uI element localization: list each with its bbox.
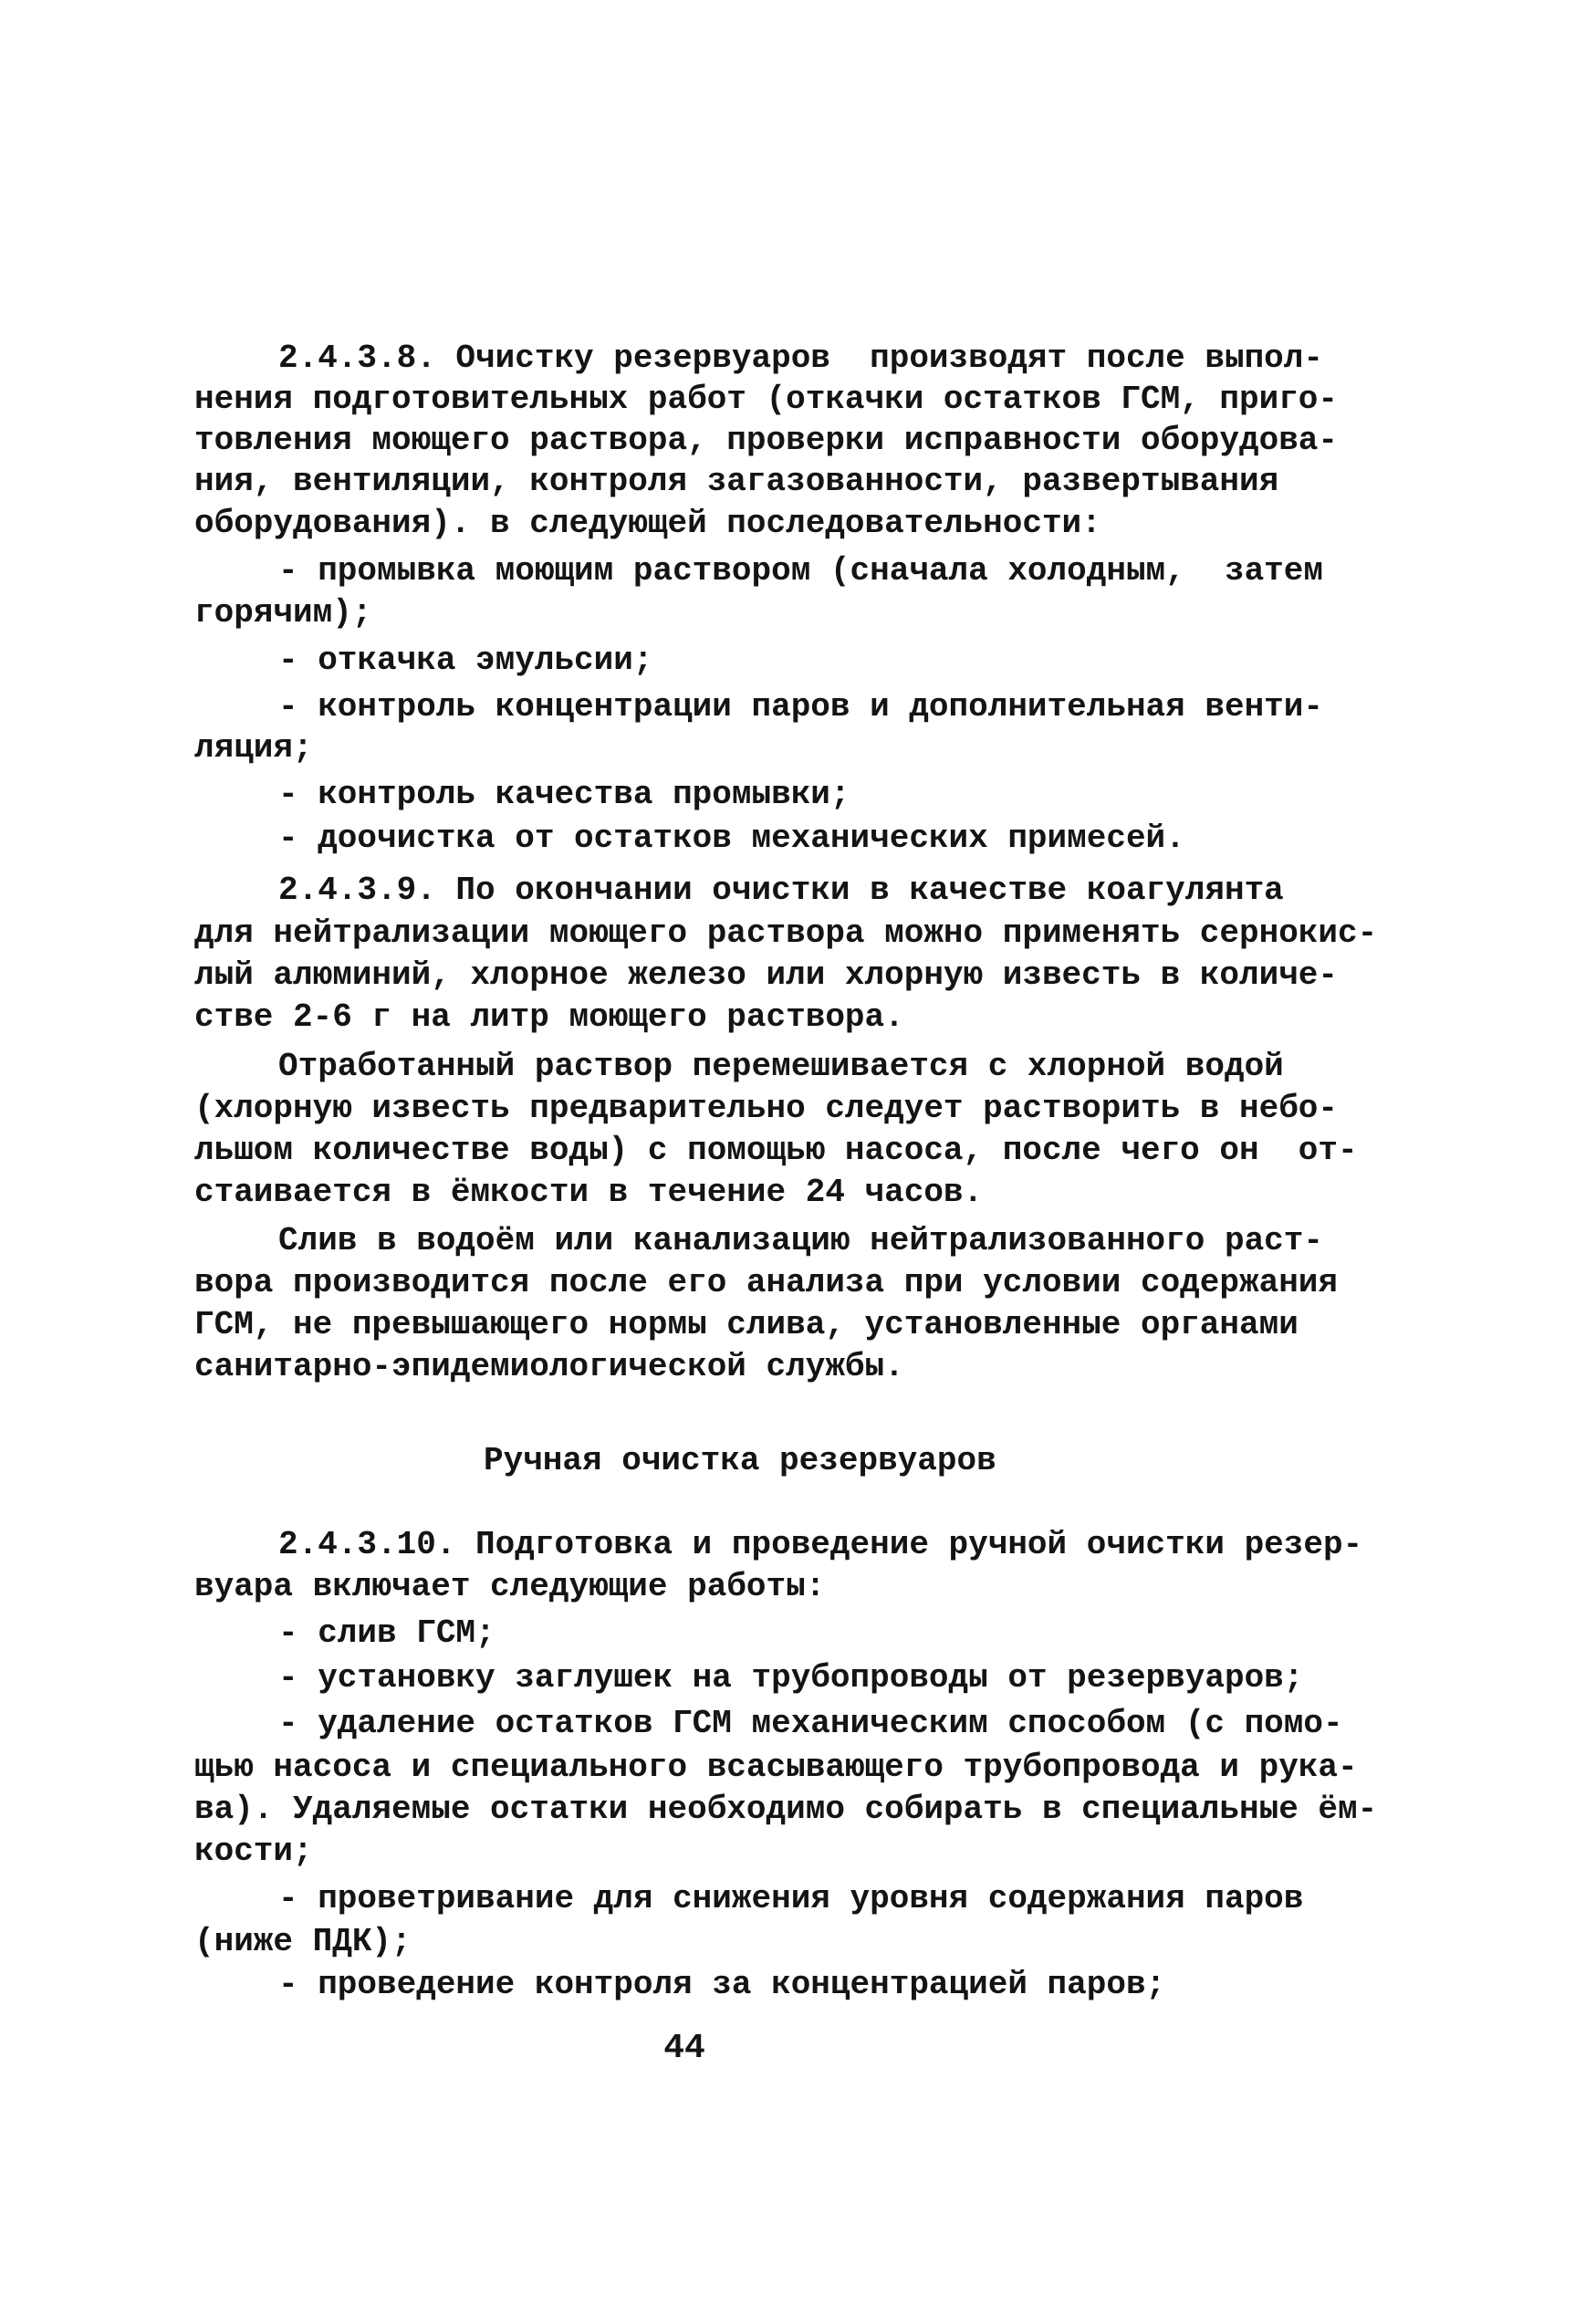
text-line: товления моющего раствора, проверки исправности оборудова-	[194, 422, 1339, 459]
text-line: горячим);	[194, 594, 372, 632]
list-item: - установку заглушек на трубопроводы от резервуаров;	[278, 1659, 1304, 1697]
list-item: - удаление остатков ГСМ механическим способом (с помо-	[278, 1705, 1343, 1742]
list-item: - промывка моющим раствором (сначала холодным, затем	[278, 552, 1323, 590]
page-number: 44	[663, 2029, 705, 2068]
text-line: ГСМ, не превышающего нормы слива, установленные органами	[194, 1306, 1299, 1343]
text-line: лый алюминий, хлорное железо или хлорную известь в количе-	[194, 956, 1339, 994]
text-line: ния, вентиляции, контроля загазованности, развертывания	[194, 463, 1279, 500]
list-item: - откачка эмульсии;	[278, 642, 653, 679]
section-heading: Ручная очистка резервуаров	[484, 1442, 996, 1479]
text-line: 2.4.3.10. Подготовка и проведение ручной очистки резер-	[278, 1526, 1363, 1563]
text-line: вуара включает следующие работы:	[194, 1568, 826, 1605]
list-item: - контроль качества промывки;	[278, 776, 850, 813]
text-line: 2.4.3.8. Очистку резервуаров производят после выпол-	[278, 339, 1323, 377]
list-item: - проветривание для снижения уровня содержания паров	[278, 1880, 1304, 1917]
text-line: ляция;	[194, 729, 313, 767]
text-line: (хлорную известь предварительно следует растворить в небо-	[194, 1090, 1339, 1127]
text-line: кости;	[194, 1833, 313, 1870]
text-line: санитарно-эпидемиологической службы.	[194, 1348, 904, 1385]
text-line: стве 2-6 г на литр моющего раствора.	[194, 998, 904, 1036]
text-line: стаивается в ёмкости в течение 24 часов.	[194, 1174, 984, 1211]
text-line: ва). Удаляемые остатки необходимо собирать в специальные ём-	[194, 1791, 1378, 1828]
text-line: Слив в водоём или канализацию нейтрализованного раст-	[278, 1222, 1323, 1259]
list-item: - контроль концентрации паров и дополнительная венти-	[278, 688, 1323, 726]
text-line: 2.4.3.9. По окончании очистки в качестве коагулянта	[278, 872, 1284, 909]
text-line: для нейтрализации моющего раствора можно применять сернокис-	[194, 914, 1378, 952]
text-line: (ниже ПДК);	[194, 1923, 412, 1960]
text-line: нения подготовительных работ (откачки остатков ГСМ, приго-	[194, 381, 1339, 418]
text-line: вора производится после его анализа при условии содержания	[194, 1264, 1339, 1301]
text-line: льшом количестве воды) с помощью насоса, после чего он от-	[194, 1132, 1358, 1169]
text-line: щью насоса и специального всасывающего трубопровода и рука-	[194, 1749, 1358, 1786]
list-item: - доочистка от остатков механических примесей.	[278, 820, 1185, 857]
list-item: - слив ГСМ;	[278, 1614, 495, 1652]
list-item: - проведение контроля за концентрацией паров;	[278, 1966, 1166, 2003]
text-line: Отработанный раствор перемешивается с хлорной водой	[278, 1048, 1284, 1085]
text-line: оборудования). в следующей последовательности:	[194, 505, 1101, 542]
